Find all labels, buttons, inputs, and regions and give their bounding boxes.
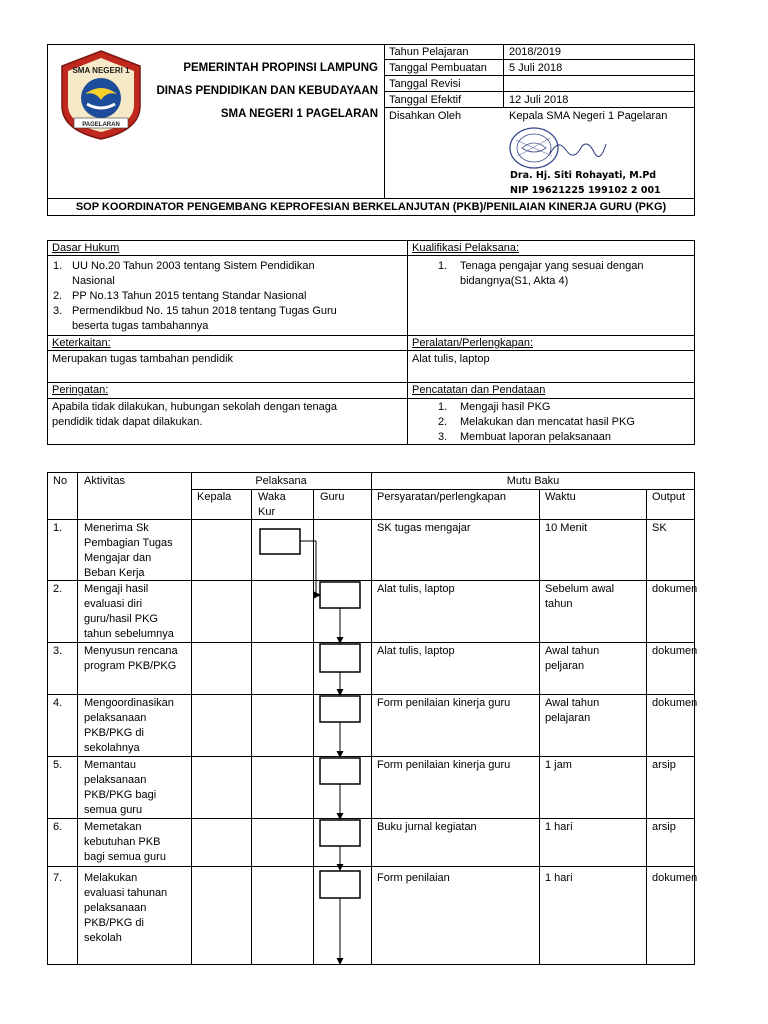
flow-step-4	[320, 696, 360, 722]
row-activity-line: Pembagian Tugas	[84, 537, 173, 549]
row-activity-line: pelaksanaan	[84, 902, 147, 914]
row-time: 10 Menit	[545, 522, 588, 534]
flow-step-7	[320, 871, 360, 898]
signer-name: Dra. Hj. Siti Rohayati, M.Pd	[510, 170, 657, 181]
row-activity-line: Menyusun rencana	[84, 645, 178, 657]
col-header-waka: Waka	[258, 491, 286, 503]
row-activity-line: Menerima Sk	[84, 522, 149, 534]
row-time: peljaran	[545, 660, 585, 672]
dasar-hukum-1-line1: UU No.20 Tahun 2003 tentang Sistem Pendidikan	[72, 260, 315, 272]
row-activity-line: tahun sebelumnya	[84, 628, 174, 640]
row-no: 3.	[53, 645, 63, 657]
pencatatan-num-1: 1.	[438, 401, 448, 413]
row-no: 6.	[53, 821, 63, 833]
peringatan-line2: pendidik tidak dapat dilakukan.	[52, 416, 203, 428]
row-activity-line: PKB/PKG bagi	[84, 789, 157, 801]
row-activity-line: Mengajar dan	[84, 552, 152, 564]
kualifikasi-num: 1.	[438, 260, 448, 272]
col-header-no: No	[53, 475, 68, 487]
row-time: pelajaran	[545, 712, 591, 724]
row-output: arsip	[652, 821, 676, 833]
peralatan-title: Peralatan/Perlengkapan:	[412, 337, 534, 349]
row-no: 2.	[53, 583, 63, 595]
col-header-waktu: Waktu	[545, 491, 576, 503]
meta-value-pembuatan: 5 Juli 2018	[509, 62, 563, 74]
dasar-hukum-num-1: 1.	[53, 260, 63, 272]
row-activity-line: kebutuhan PKB	[84, 836, 161, 848]
row-activity-line: PKB/PKG di	[84, 727, 144, 739]
pencatatan-num-2: 2.	[438, 416, 448, 428]
kualifikasi-line1: Tenaga pengajar yang sesuai dengan	[460, 260, 644, 272]
meta-value-tahun: 2018/2019	[509, 46, 561, 58]
row-requirement: Form penilaian kinerja guru	[377, 697, 511, 709]
pencatatan-title: Pencatatan dan Pendataan	[412, 384, 546, 396]
meta-label-efektif: Tanggal Efektif	[389, 94, 462, 106]
row-activity-line: guru/hasil PKG	[84, 613, 158, 625]
row-activity-line: program PKB/PKG	[84, 660, 177, 672]
row-output: dokumen	[652, 645, 698, 657]
row-no: 4.	[53, 697, 63, 709]
keterkaitan-title: Keterkaitan:	[52, 337, 111, 349]
col-header-kepala: Kepala	[197, 491, 232, 503]
flow-step-1	[260, 529, 300, 554]
col-header-pelaksana: Pelaksana	[255, 475, 307, 487]
row-activity-line: PKB/PKG di	[84, 917, 144, 929]
row-activity-line: Melakukan	[84, 872, 138, 884]
approval-title: Kepala SMA Negeri 1 Pagelaran	[509, 110, 668, 122]
row-time: Awal tahun	[545, 697, 600, 709]
row-activity-line: Memantau	[84, 759, 136, 771]
dasar-hukum-2-line1: PP No.13 Tahun 2015 tentang Standar Nasional	[72, 290, 307, 302]
row-no: 1.	[53, 522, 63, 534]
meta-label-tahun: Tahun Pelajaran	[389, 46, 469, 58]
row-output: dokumen	[652, 697, 698, 709]
meta-value-efektif: 12 Juli 2018	[509, 94, 569, 106]
kualifikasi-line2: bidangnya(S1, Akta 4)	[460, 275, 569, 287]
flow-step-5	[320, 758, 360, 784]
logo-text-bottom: PAGELARAN	[82, 122, 120, 128]
meta-label-pembuatan: Tanggal Pembuatan	[389, 62, 487, 74]
row-time: tahun	[545, 598, 573, 610]
peringatan-line1: Apabila tidak dilakukan, hubungan sekolah dengan tenaga	[52, 401, 338, 413]
dasar-hukum-title: Dasar Hukum	[52, 242, 120, 254]
row-activity-line: Beban Kerja	[84, 567, 145, 579]
row-no: 7.	[53, 872, 63, 884]
dasar-hukum-num-3: 3.	[53, 305, 63, 317]
row-requirement: SK tugas mengajar	[377, 522, 471, 534]
pencatatan-num-3: 3.	[438, 431, 448, 443]
col-header-persyaratan: Persyaratan/perlengkapan	[377, 491, 507, 503]
flow-step-2	[320, 582, 360, 608]
pencatatan-3: Membuat laporan pelaksanaan	[460, 431, 612, 443]
dasar-hukum-1-line2: Nasional	[72, 275, 115, 287]
dasar-hukum-3-line1: Permendikbud No. 15 tahun 2018 tentang Tugas Guru	[72, 305, 337, 317]
row-no: 5.	[53, 759, 63, 771]
row-activity-line: semua guru	[84, 804, 143, 816]
org-line-1: PEMERINTAH PROPINSI LAMPUNG	[183, 62, 378, 74]
org-line-2: DINAS PENDIDIKAN DAN KEBUDAYAAN	[156, 85, 378, 97]
row-activity-line: pelaksanaan	[84, 774, 147, 786]
keterkaitan-text: Merupakan tugas tambahan pendidik	[52, 353, 234, 365]
row-requirement: Alat tulis, laptop	[377, 645, 455, 657]
row-output: arsip	[652, 759, 676, 771]
pencatatan-2: Melakukan dan mencatat hasil PKG	[460, 416, 635, 428]
row-output: dokumen	[652, 583, 698, 595]
row-activity-line: bagi semua guru	[84, 851, 166, 863]
row-time: Awal tahun	[545, 645, 600, 657]
row-activity-line: pelaksanaan	[84, 712, 147, 724]
row-requirement: Form penilaian	[377, 872, 450, 884]
meta-label-revisi: Tanggal Revisi	[389, 78, 461, 90]
col-header-guru: Guru	[320, 491, 345, 503]
kualifikasi-title: Kualifikasi Pelaksana:	[412, 242, 520, 254]
flow-step-3	[320, 644, 360, 672]
dasar-hukum-num-2: 2.	[53, 290, 63, 302]
col-header-output: Output	[652, 491, 686, 503]
col-header-mutu-baku: Mutu Baku	[506, 475, 560, 487]
row-output: dokumen	[652, 872, 698, 884]
pencatatan-1: Mengaji hasil PKG	[460, 401, 551, 413]
row-activity-line: Mengoordinasikan	[84, 697, 174, 709]
row-time: 1 hari	[545, 872, 573, 884]
row-time: 1 jam	[545, 759, 572, 771]
row-activity-line: sekolah	[84, 932, 122, 944]
row-activity-line: evaluasi tahunan	[84, 887, 168, 899]
row-activity-line: Mengaji hasil	[84, 583, 149, 595]
org-line-3: SMA NEGERI 1 PAGELARAN	[220, 108, 378, 120]
row-time: 1 hari	[545, 821, 573, 833]
row-requirement: Form penilaian kinerja guru	[377, 759, 511, 771]
flow-connector	[300, 541, 319, 595]
row-time: Sebelum awal	[545, 583, 615, 595]
col-header-waka-kur: Kur	[258, 506, 276, 518]
dasar-hukum-3-line2: beserta tugas tambahannya	[72, 320, 209, 332]
flow-step-6	[320, 820, 360, 846]
approval-label: Disahkan Oleh	[389, 110, 462, 122]
row-activity-line: sekolahnya	[84, 742, 140, 754]
peralatan-text: Alat tulis, laptop	[412, 353, 490, 365]
row-activity-line: evaluasi diri	[84, 598, 143, 610]
signer-nip: NIP 19621225 199102 2 001	[510, 185, 661, 196]
document-title: SOP KOORDINATOR PENGEMBANG KEPROFESIAN BERKELANJUTAN (PKB)/PENILAIAN KINERJA GURU (PKG)	[75, 201, 667, 213]
row-output: SK	[652, 522, 667, 534]
row-requirement: Buku jurnal kegiatan	[377, 821, 477, 833]
peringatan-title: Peringatan:	[52, 384, 109, 396]
row-requirement: Alat tulis, laptop	[377, 583, 455, 595]
col-header-aktivitas: Aktivitas	[84, 475, 125, 487]
logo-text-top: SMA NEGERI 1	[72, 66, 130, 75]
row-activity-line: Memetakan	[84, 821, 142, 833]
